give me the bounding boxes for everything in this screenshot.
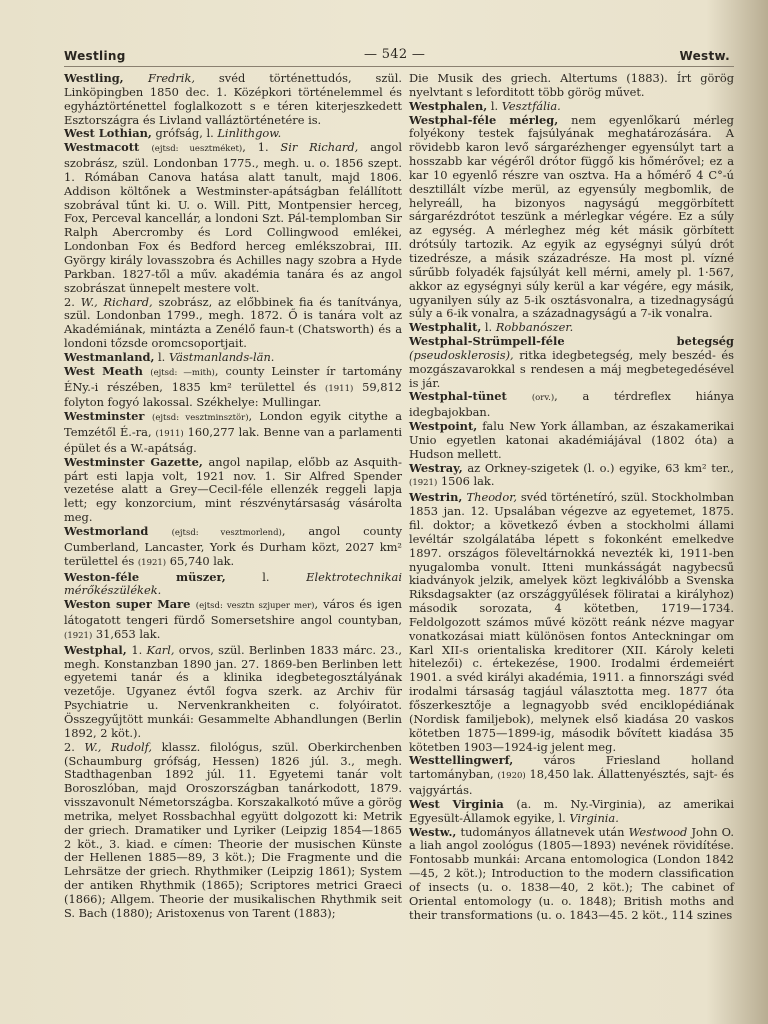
entry-text: az Orkney-szigetek (l. o.) egyike, 63 km² ter., (462, 460, 734, 475)
entry-text: nem egyenlőkarú mérleg folyékony testek fajsúlyának meghatározására. A rövidebb karon levő sárgarézhenger egyensúlyt tart a hosszabb kar végéről drótor függő kis hőmérővel; ez a kar 10 egyenlő részre van osztva. Ha a hőmérő 4 C°-ú desztillált vízbe merül, az egyensúly megbomlik, de helyreáll, ha bizonyos nagyságú meggörbített sárgarézdrótot teszünk a mérlegkar végére. Ez a súly az egység. A mérleghez még két másik görbített drótsúly tartozik. Az egyik az egységnyi súlyú drót tizedrésze, a másik századrésze. Ha most pl. vízné sűrűbb folyadék fajsúlyát kell mérni, amely pl. 1·567, akkor az egységnyi súly kerül a kar végére, egy másik, ugyanilyen súly az 5-ik osztásvonalra, a tizednagyságú súly a 6-ik vonalra, a századnagyságú a 7-ik vonalra. (409, 112, 734, 321)
entry-text: ritka idegbetegség, mely beszéd- és mozgászavarokkal s rendesen a máj megbetegedésével is jár. (409, 347, 734, 390)
dictionary-entry (409, 390, 734, 420)
entry-headword: Westmorland (64, 524, 172, 538)
entry-headword: Westphal, (64, 642, 132, 657)
entry-text: (pseudosklerosis), (409, 347, 514, 362)
entry-text: város Friesland holland tartományban, (409, 753, 734, 782)
entry-text: , county Leinster ír tartomány ÉNy.-i részében, 1835 km² területtel és (64, 363, 402, 394)
entry-headword: Westray, (409, 460, 463, 475)
entry-text: Virginia. (569, 810, 619, 825)
entry-text: (ejtsd: uesztméket) (151, 144, 243, 155)
entry-headword: Westrin, (409, 490, 467, 505)
entry-text: angol napilap, előbb az Asquith-párt esti lapja volt, 1921 nov. 1. Sir Alfred Spender vezetése alatt a Grey—Cecil-féle ellenzék reggeli lapja lett; egy konzorcium, mint részvénytársaság vásárolta meg. (64, 454, 402, 525)
dictionary-entry (64, 410, 402, 456)
dictionary-entry (64, 141, 402, 295)
dictionary-entry (409, 826, 734, 923)
dictionary-entry (64, 741, 402, 921)
entry-headword: Weston-féle müszer, (64, 569, 226, 584)
dictionary-entry (64, 525, 402, 571)
entry-text: , város és igen látogatott tengeri fürdő Somersetshire angol countyban, (64, 597, 402, 628)
dictionary-entry (64, 456, 402, 525)
entry-headword: West Lothian, (64, 126, 152, 141)
entry-text: 2. (64, 739, 85, 754)
entry-text: (1921) (409, 478, 438, 489)
left-column (64, 72, 402, 921)
entry-headword: West Meath (64, 363, 151, 378)
entry-text: 31,653 lak. (92, 626, 161, 641)
page-number: — 542 — (364, 47, 426, 62)
entry-text: , London egyik citythe a Temzétől É.-ra, (64, 409, 402, 440)
entry-headword: Westphal-tünet (409, 389, 532, 404)
entry-headword: Westtellingwerf, (409, 753, 514, 768)
running-header (64, 47, 734, 65)
entry-text: (ejtsd: —mith) (150, 367, 215, 378)
entry-text: W., Rudolf, (84, 739, 153, 754)
entry-text: angol szobrász, szül. Londonban 1775., megh. u. o. 1856 szept. 1. Rómában Canova hatása alatt tanult, majd 1806. Addison költőnek a Westminster-apátságban felállított szobrával tűnt ki. U. o. Will. Pitt, Montpensier herceg, Fox, Perceval kancellár, a londoni Szt. Pál-templomban Sir Ralph Abercromby és Lord Collingwood emlékei, Londonban Fox és Bedford herceg emlékszobrai, III. György király lovasszobra és Achilles nagy szobra a Hyde Parkban. 1827-től a műv. akadémia tanára és az angol szobrászat ünnepelt mestere volt. (64, 140, 403, 295)
entry-text: svéd történettudós, szül. Linköpingben 1850 dec. 1. Középkori történelemmel és egyháztörténettel foglalkozott s e téren kiterjeszkedett Esztországra és Livland valláztörténetére is. (64, 71, 402, 127)
entry-text: , 1. (242, 140, 281, 155)
entry-text: l. (225, 569, 307, 584)
entry-text: grófság, l. (151, 126, 218, 141)
dictionary-entry (64, 571, 402, 599)
entry-headword: Westphalit, (409, 320, 482, 335)
dictionary-entry (409, 462, 734, 492)
entry-text: 18,450 lak. Állattenyésztés, sajt- és vajgyártás. (409, 767, 734, 798)
entry-text: Västmanlands-län. (168, 349, 275, 364)
entry-text: John O. a liah angol zoológus (1805—1893) nevének rövidítése. Fontosabb munkái: Arcana entomologica (London 1842—45, 2 köt.); Introduction to the modern classification of insects (u. o. 1838—40, 2 köt.); The cabinet of Oriental entomology (u. o. 1848); British moths and their transformations (u. o. 1843—45. 2 köt., 114 szines (409, 824, 734, 922)
entry-headword: Westmacott (64, 140, 152, 155)
dictionary-entry (64, 644, 402, 741)
dictionary-entry (64, 365, 402, 411)
entry-text: 65,740 lak. (166, 553, 235, 568)
dictionary-entry (409, 491, 734, 754)
entry-text: 1506 lak. (437, 474, 495, 489)
entry-text: (ejtsd: vesztminsztör) (152, 413, 249, 424)
entry-headword: West Virginia (409, 796, 517, 811)
entry-headword: Westling, (64, 71, 148, 85)
entry-text: l. (487, 98, 502, 113)
entry-text: l. (481, 320, 496, 335)
entry-text: 1. (131, 642, 147, 657)
entry-text: svéd történetíró, szül. Stockholmban 1853 jan. 12. Upsalában végezve az egyetemet, 1875. fil. doktor; a következő évben a stockholmi állami levéltár szolgálatába lépett s fokonként emelkedve 1897. országos föleveltárnokká nevezték ki, 1911-ben nyugalomba vonult. Itteni munkásságát nagybecsű kiadványok jelzik, amelyek közt legkiválóbb a Svenska Riksdagsakter (az országgyűlések föliratai a királyhoz) második sorozata, 4 kötetben, 1719—1734. Feldolgozott számos művé között reánk nézve magyar vonatkozásai miatt különösen fontos Anteckningar om Karl XII-s orientaliska kreditorer (XII. Károly keleti hitelezői) c. értekezése, 1900. Irodalmi érdemeiért 1901. a svéd királyi akadémia, 1911. a finnországi svéd irodalmi társaság tagjául választotta meg. 1877 óta főszerkesztője a legnagyobb svéd enciklopédiának (Nordisk familjebok), melynek első kiadása 20 vaskos kötetben 1875—1899-ig, második bővített kiadása 35 kötetben 1903—1924-ig jelent meg. (409, 490, 734, 754)
entry-text: (1921) (64, 630, 93, 641)
entry-headword: Westphal-féle mérleg, (409, 112, 559, 127)
entry-text: W., Richard, (80, 294, 153, 309)
entry-text: Westwood (628, 824, 688, 839)
entry-text: Linlithgow. (217, 126, 282, 141)
entry-text: 2. (64, 294, 81, 309)
dictionary-entry (409, 321, 734, 335)
dictionary-entry (409, 798, 734, 826)
entry-text: , a térdreflex hiánya idegbajokban. (409, 389, 734, 420)
dictionary-entry (409, 114, 734, 322)
dictionary-entry (409, 335, 734, 390)
header-last-entry: Westw. (679, 49, 730, 63)
dictionary-entry (64, 72, 402, 127)
entry-headword: Westphal-Strümpell-féle betegség (409, 334, 734, 349)
entry-text: , angol county Cumberland, Lancaster, York és Durham közt, 2027 km² területtel és (64, 524, 403, 568)
entry-text: szobrász, az előbbinek fia és tanítványa, szül. Londonban 1799., megh. 1872. Ő is tanára volt az Akadémiának, mintázta a Zenélő faun-t (Chatsworth) és a londoni tőzsde oromcsoportjait. (64, 294, 402, 351)
dictionary-entry (409, 100, 734, 114)
entry-text: Theodor, (466, 490, 518, 505)
entry-headword: Westminster (64, 409, 152, 424)
header-rule (64, 66, 734, 67)
entry-text: tudományos állatnevek után (456, 824, 629, 839)
entry-text: Elektrotechnikai mérőkészülékek. (64, 569, 402, 598)
entry-text: Fredrik, (147, 71, 195, 85)
entry-headword: Weston super Mare (64, 597, 196, 612)
entry-headword: Westphalen, (409, 98, 488, 113)
entry-text: (ejtsd: vesztn szjuper mer) (195, 601, 315, 612)
header-first-entry: Westling (64, 49, 126, 63)
dictionary-entry (64, 351, 402, 365)
dictionary-entry (409, 72, 734, 100)
entry-text: (1911) (325, 383, 354, 394)
entry-text: falu New York államban, az északamerikai Unio egyetlen katonai akadémiájával (1802 óta) a Hudson mellett. (409, 419, 734, 461)
dictionary-entry (409, 420, 734, 462)
entry-text: Die Musik des griech. Altertums (1883). Írt görög nyelvtant s leforditott több görög művet. (409, 71, 734, 99)
entry-text: klassz. filológus, szül. Oberkirchenben (Schaumburg grófság, Hessen) 1826 júl. 3., megh. Stadthagenban 1892 júl. 11. Egyetemi tanár volt Boroszlóban, majd Oroszországban tanárkodott, 1879. visszavonult Németországba. Korszakalkotó műve a görög metrika, melyet Rossbachhal együtt dolgozott ki: Metrik der griech. Dramatiker und Lyriker (Leipzig 1854—1865 2 köt., 3. kiad. e címen: Theorie der musischen Künste der Hellenen 1885—89, 3 köt.); Die Fragmente und die Lehrsätze der griech. Rhythmiker (Leipzig 1861); System der antiken Rhythmik (1865); Scriptores metrici Graeci (1866); Allgem. Theorie der musikalischen Rhythmik seit S. Bach (1880); Aristoxenus von Tarent (1883); (64, 739, 402, 920)
entry-headword: Westpoint, (409, 419, 478, 434)
entry-text: (a. m. Ny.-Virginia), az amerikai Egyesült-Államok egyike, l. (409, 796, 734, 825)
entry-headword: Westminster Gazette, (64, 454, 203, 469)
entry-text: (1920) (497, 771, 526, 782)
entry-text: 160,277 lak. Benne van a parlamenti épület és a W.-apátság. (64, 425, 402, 455)
entry-text: Robbanószer. (495, 320, 574, 335)
entry-text: (1921) (137, 557, 167, 568)
entry-text: l. (154, 349, 169, 364)
entry-text: (ejtsd: vesztmorlend) (171, 528, 282, 538)
entry-text: Vesztfália. (501, 98, 561, 113)
entry-text: (orv.) (531, 393, 555, 404)
entry-text: Karl, (146, 642, 175, 657)
entry-text: Sir Richard, (280, 140, 359, 155)
dictionary-entry (409, 754, 734, 798)
dictionary-entry (64, 598, 402, 644)
dictionary-entry (64, 296, 402, 351)
entry-headword: Westmanland, (64, 349, 155, 364)
entry-text: (1911) (155, 429, 184, 440)
dictionary-entry (64, 127, 402, 141)
entry-text: 59,812 folyton fogyó lakossal. Székhelye: Mullingar. (64, 379, 402, 410)
right-column (409, 72, 734, 922)
entry-text: orvos, szül. Berlinben 1833 márc. 23., megh. Konstanzban 1890 jan. 27. 1869-ben Berlinben lett egyetemi tanár és a klinika idegbetegosztályának vezetője. Ugyanez évtől fogva szerk. az Archiv für Psychiatrie u. Nervenkrankheiten c. folyóiratot. Összegyűjtött munkái: Gesammelte Abhandlungen (Berlin 1892, 2 köt.). (64, 642, 402, 740)
entry-headword: Westw., (409, 824, 457, 839)
